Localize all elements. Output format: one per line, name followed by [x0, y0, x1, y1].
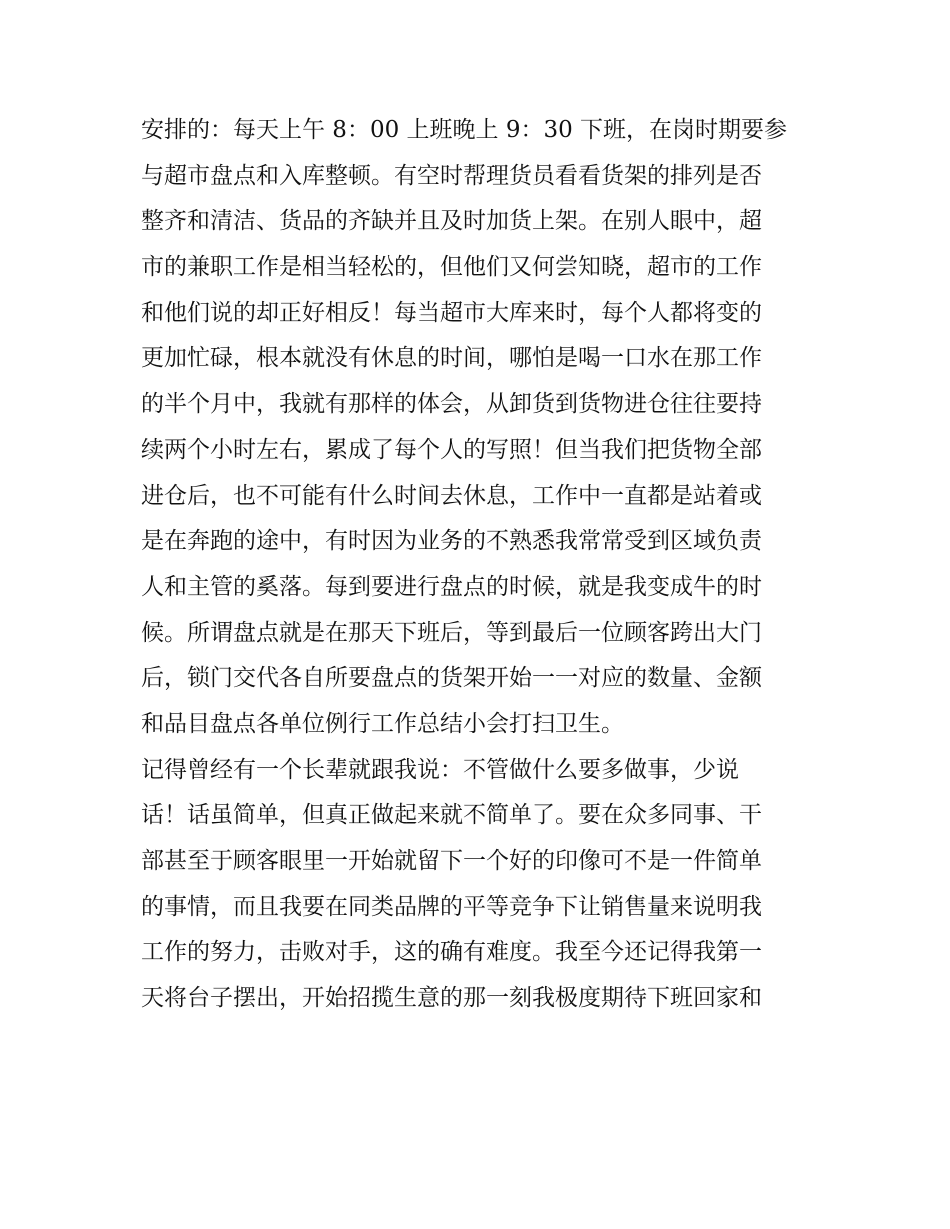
text-line: 和他们说的却正好相反！每当超市大库来时，每个人都将变的 [141, 299, 762, 326]
text-line: 话！话虽简单，但真正做起来就不简单了。要在众多同事、干 [141, 802, 762, 829]
document-body [141, 108, 813, 1022]
text-line: 天将台子摆出，开始招揽生意的那一刻我极度期待下班回家和 [141, 985, 762, 1012]
text-line: 后，锁门交代各自所要盘点的货架开始一一对应的数量、金额 [141, 665, 762, 692]
text-line: 的事情，而且我要在同类品牌的平等竞争下让销售量来说明我 [141, 893, 762, 920]
text-line: 更加忙碌，根本就没有休息的时间，哪怕是喝一口水在那工作 [141, 345, 762, 372]
text-line: 市的兼职工作是相当轻松的，但他们又何尝知晓，超市的工作 [141, 254, 762, 281]
text-line: 记得曾经有一个长辈就跟我说：不管做什么要多做事，少说 [141, 756, 739, 783]
text-line: 整齐和清洁、货品的齐缺并且及时加货上架。在别人眼中，超 [141, 208, 762, 235]
text-line: 候。所谓盘点就是在那天下班后，等到最后一位顾客跨出大门 [141, 619, 762, 646]
text-line: 与超市盘点和入库整顿。有空时帮理货员看看货架的排列是否 [141, 162, 762, 189]
text-line: 部甚至于顾客眼里一开始就留下一个好的印像可不是一件简单 [141, 848, 762, 874]
text-line: 续两个小时左右，累成了每个人的写照！但当我们把货物全部 [141, 436, 762, 463]
text-line: 进仓后，也不可能有什么时间去休息，工作中一直都是站着或 [141, 482, 762, 509]
text-line: 和品目盘点各单位例行工作总结小会打扫卫生。 [141, 710, 624, 737]
text-line: 安排的：每天上午 8：00 上班晚上 9：30 下班，在岗时期要参 [141, 117, 788, 143]
text-line: 人和主管的奚落。每到要进行盘点的时候，就是我变成牛的时 [141, 573, 762, 600]
text-line: 工作的努力，击败对手，这的确有难度。我至今还记得我第一 [141, 939, 762, 966]
text-line: 的半个月中，我就有那样的体会，从卸货到货物进仓往往要持 [141, 391, 762, 418]
text-line: 是在奔跑的途中，有时因为业务的不熟悉我常常受到区域负责 [141, 528, 762, 555]
